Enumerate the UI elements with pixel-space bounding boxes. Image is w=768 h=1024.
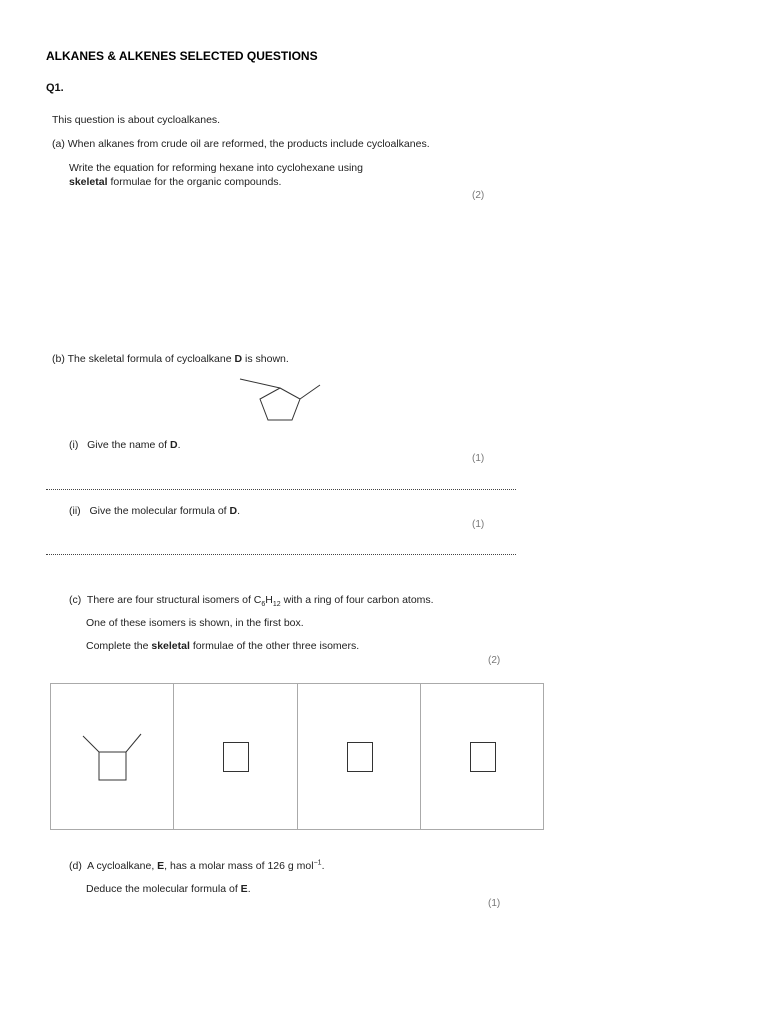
part-d-line-2-before: Deduce the molecular formula of	[86, 883, 241, 895]
answer-line-b-ii[interactable]	[46, 554, 516, 555]
part-a-instruction-2	[69, 176, 281, 188]
part-b-i-marks: (1)	[472, 453, 485, 464]
part-a-bold-skeletal: skeletal	[69, 176, 108, 188]
part-c-bold-skeletal: skeletal	[151, 640, 190, 652]
isomer-1-structure	[79, 732, 145, 782]
question-number: Q1.	[46, 82, 64, 94]
part-c-h-subscript: 12	[272, 601, 281, 609]
part-c-line	[69, 594, 434, 609]
part-c-label: (c)	[69, 594, 82, 606]
part-c-line-3	[86, 640, 359, 652]
part-b-i-line	[69, 439, 181, 451]
isomer-box-3[interactable]	[298, 684, 421, 829]
cycloalkane-d-structure	[238, 377, 324, 425]
part-a-line	[52, 138, 430, 150]
part-d-compound: E	[157, 860, 165, 872]
part-a-marks: (2)	[472, 190, 485, 201]
part-c-line-3-before: Complete the	[86, 640, 152, 652]
part-b-ii-text-before: Give the molecular formula of	[89, 505, 230, 517]
methyl-bond-right	[126, 734, 141, 752]
part-d-line	[69, 860, 324, 872]
part-b-label: (b)	[52, 353, 65, 365]
isomer-boxes	[50, 683, 544, 830]
part-b-ii-compound: D	[229, 505, 238, 517]
cyclopentane-ring	[260, 388, 300, 420]
part-d-marks: (1)	[488, 898, 501, 909]
cyclobutane-ring	[470, 742, 496, 772]
cyclobutane-ring	[223, 742, 249, 772]
intro-text: This question is about cycloalkanes.	[52, 114, 221, 126]
part-b-i-compound: D	[169, 439, 178, 451]
part-b-i-text-after: .	[177, 439, 181, 451]
part-b-ii-marks: (1)	[472, 519, 485, 530]
part-d-line-2-compound: E	[240, 883, 248, 895]
methyl-bond-left	[240, 379, 280, 388]
part-d-line-2	[86, 883, 251, 895]
part-b-text-before: The skeletal formula of cycloalkane	[67, 353, 235, 365]
part-b-i-label: (i)	[69, 439, 79, 451]
part-c-text-before: There are four structural isomers of C	[86, 594, 262, 606]
part-c-h: H	[265, 594, 273, 606]
part-b-ii-line	[69, 505, 240, 517]
part-c-marks: (2)	[488, 655, 501, 666]
part-c-c-subscript: 6	[261, 601, 266, 609]
answer-line-b-i[interactable]	[46, 489, 516, 490]
isomer-box-2[interactable]	[174, 684, 297, 829]
cyclobutane-ring	[347, 742, 373, 772]
part-b-compound: D	[234, 353, 243, 365]
part-d-line-2-after: .	[247, 883, 251, 895]
part-a-text: When alkanes from crude oil are reformed, the products include cycloalkanes.	[67, 138, 430, 150]
part-a-instruction-rest: formulae for the organic compounds.	[107, 176, 282, 188]
part-c-line-3-after: formulae of the other three isomers.	[189, 640, 360, 652]
part-b-text-after: is shown.	[242, 353, 289, 365]
part-b-ii-label: (ii)	[69, 505, 81, 517]
cyclobutane-ring	[99, 752, 126, 780]
part-a-instruction-1: Write the equation for reforming hexane into cyclohexane using	[69, 162, 363, 174]
part-d-text-mid: , has a molar mass of 126 g mol	[164, 860, 314, 872]
part-d-text-before: A cycloalkane,	[87, 860, 158, 872]
part-b-ii-text-after: .	[237, 505, 241, 517]
part-c-line-2: One of these isomers is shown, in the first box.	[86, 617, 304, 629]
part-a-label: (a)	[52, 138, 65, 150]
part-b-i-text-before: Give the name of	[87, 439, 170, 451]
methyl-bond-left	[83, 736, 99, 752]
part-c-text-after: with a ring of four carbon atoms.	[280, 594, 434, 606]
methyl-bond-right	[300, 385, 320, 399]
page-heading: ALKANES & ALKENES SELECTED QUESTIONS	[46, 49, 318, 63]
isomer-box-1	[51, 684, 174, 829]
part-d-exponent: −1	[313, 859, 322, 867]
part-b-line	[52, 353, 289, 365]
part-d-text-after: .	[321, 860, 325, 872]
part-d-label: (d)	[69, 860, 82, 872]
isomer-box-4[interactable]	[421, 684, 543, 829]
